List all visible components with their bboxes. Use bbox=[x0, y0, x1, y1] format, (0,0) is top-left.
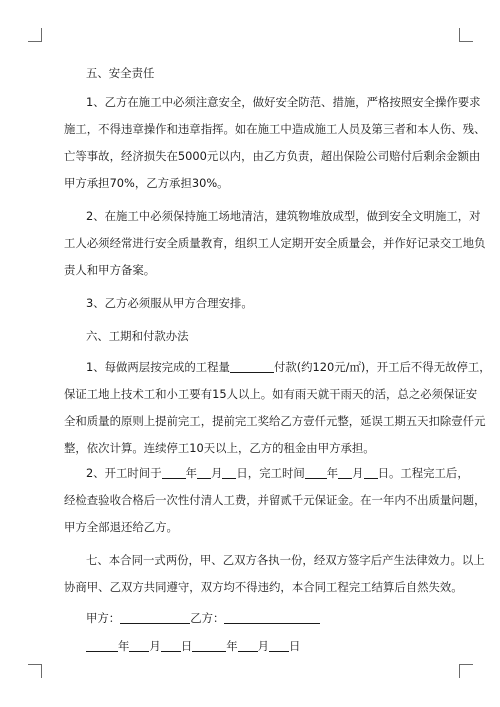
crop-mark-top-left-v bbox=[41, 28, 42, 42]
crop-mark-top-right-v bbox=[459, 28, 460, 42]
text-fragment: 月 bbox=[211, 466, 223, 480]
paragraph-line: 整，依次计算。连续停工10天以上，乙方的租金由甲方承担。 bbox=[64, 441, 375, 455]
text-fragment: 日。工程完工后， bbox=[377, 466, 469, 480]
paragraph-line: 3、乙方必须服从甲方合理安排。 bbox=[86, 296, 253, 310]
text-fragment: 年 bbox=[185, 466, 197, 480]
paragraph-line: 经检查验收合格后一次性付清人工费，并留贰千元保证金。在一年内不出质量问题， bbox=[64, 493, 486, 507]
text-fragment: 月 bbox=[352, 466, 364, 480]
paragraph-line: 2、在施工中必须保持施工场地清洁，建筑物堆放成型，做到安全文明施工，对 bbox=[86, 209, 481, 223]
paragraph-line: 1、乙方在施工中必须注意安全，做好安全防范、措施，严格按照安全操作要求 bbox=[86, 95, 481, 109]
crop-mark-bottom-right-h bbox=[459, 664, 473, 665]
party-a-signature-blank bbox=[120, 611, 190, 624]
text-fragment: 月 bbox=[149, 639, 161, 653]
text-fragment: 2、开工时间于 bbox=[86, 466, 162, 480]
text-fragment: 年 bbox=[326, 466, 339, 480]
blank-quantity bbox=[230, 360, 274, 373]
paragraph-line: 保证工地上技术工和小工要有15人以上。如有雨天就干雨天的活，总之必须保证安 bbox=[64, 387, 478, 401]
paragraph-line: 施工，不得违章操作和违章指挥。如在施工中造成施工人员及第三者和本人伤、残、 bbox=[64, 122, 486, 136]
paragraph-line: 协商甲、乙双方共同遵守，双方均不得违约，本合同工程完工结算后自然失效。 bbox=[64, 580, 463, 594]
paragraph-line: 甲方承担70%，乙方承担30%。 bbox=[64, 176, 229, 190]
party-b-label: 乙方： bbox=[190, 611, 225, 625]
crop-mark-bottom-right-v bbox=[459, 664, 460, 678]
blank-start-year bbox=[162, 466, 186, 479]
text-fragment: 年 bbox=[118, 639, 130, 653]
paragraph-line: 亡等事故，经济损失在5000元以内，由乙方负责，超出保险公司赔付后剩余金额由 bbox=[64, 149, 481, 163]
blank-date-b-day bbox=[269, 639, 289, 652]
text-fragment: 日 bbox=[180, 639, 193, 653]
blank-date-a-day bbox=[161, 639, 181, 652]
blank-end-month bbox=[338, 466, 352, 479]
crop-mark-top-right-h bbox=[459, 41, 473, 42]
text-fragment: 日，完工时间 bbox=[236, 466, 305, 480]
text-fragment: 付款(约120元/㎡)，开工后不得无故停工， bbox=[273, 360, 491, 374]
text-fragment: 1、每做两层按完成的工程量 bbox=[86, 360, 230, 374]
blank-date-b-year bbox=[192, 639, 226, 652]
blank-end-day bbox=[364, 466, 378, 479]
text-fragment: 年 bbox=[226, 639, 238, 653]
blank-date-b-month bbox=[238, 639, 258, 652]
blank-start-day bbox=[222, 466, 236, 479]
blank-date-a-year bbox=[86, 639, 118, 652]
paragraph-line: 工人必须经常进行安全质量教育，组织工人定期开安全质量会，并作好记录交工地负 bbox=[64, 236, 486, 250]
blank-date-a-month bbox=[129, 639, 149, 652]
paragraph-line: 甲方全部退还给乙方。 bbox=[64, 520, 178, 534]
blank-end-year bbox=[305, 466, 327, 479]
signature-date-line bbox=[86, 639, 300, 653]
paragraph-line: 责人和甲方备案。 bbox=[64, 263, 156, 277]
paragraph-line bbox=[86, 360, 491, 374]
signature-line bbox=[86, 611, 320, 625]
text-fragment: 日 bbox=[289, 639, 301, 653]
party-a-label: 甲方： bbox=[86, 611, 121, 625]
section-heading-safety: 五、安全责任 bbox=[86, 66, 155, 80]
crop-mark-bottom-left-v bbox=[41, 664, 42, 678]
paragraph-line bbox=[86, 466, 469, 480]
section-heading-schedule-payment: 六、工期和付款办法 bbox=[86, 329, 189, 343]
text-fragment: 月 bbox=[257, 639, 270, 653]
crop-mark-top-left-h bbox=[28, 41, 42, 42]
paragraph-line: 七、本合同一式两份，甲、乙双方各执一份，经双方签字后产生法律效力。以上 bbox=[86, 553, 485, 567]
blank-start-month bbox=[197, 466, 211, 479]
party-b-signature-blank bbox=[224, 611, 320, 624]
paragraph-line: 全和质量的原则上提前完工，提前完工奖给乙方壹仟元整，延误工期五天扣除壹仟元 bbox=[64, 414, 486, 428]
crop-mark-bottom-left-h bbox=[28, 664, 42, 665]
